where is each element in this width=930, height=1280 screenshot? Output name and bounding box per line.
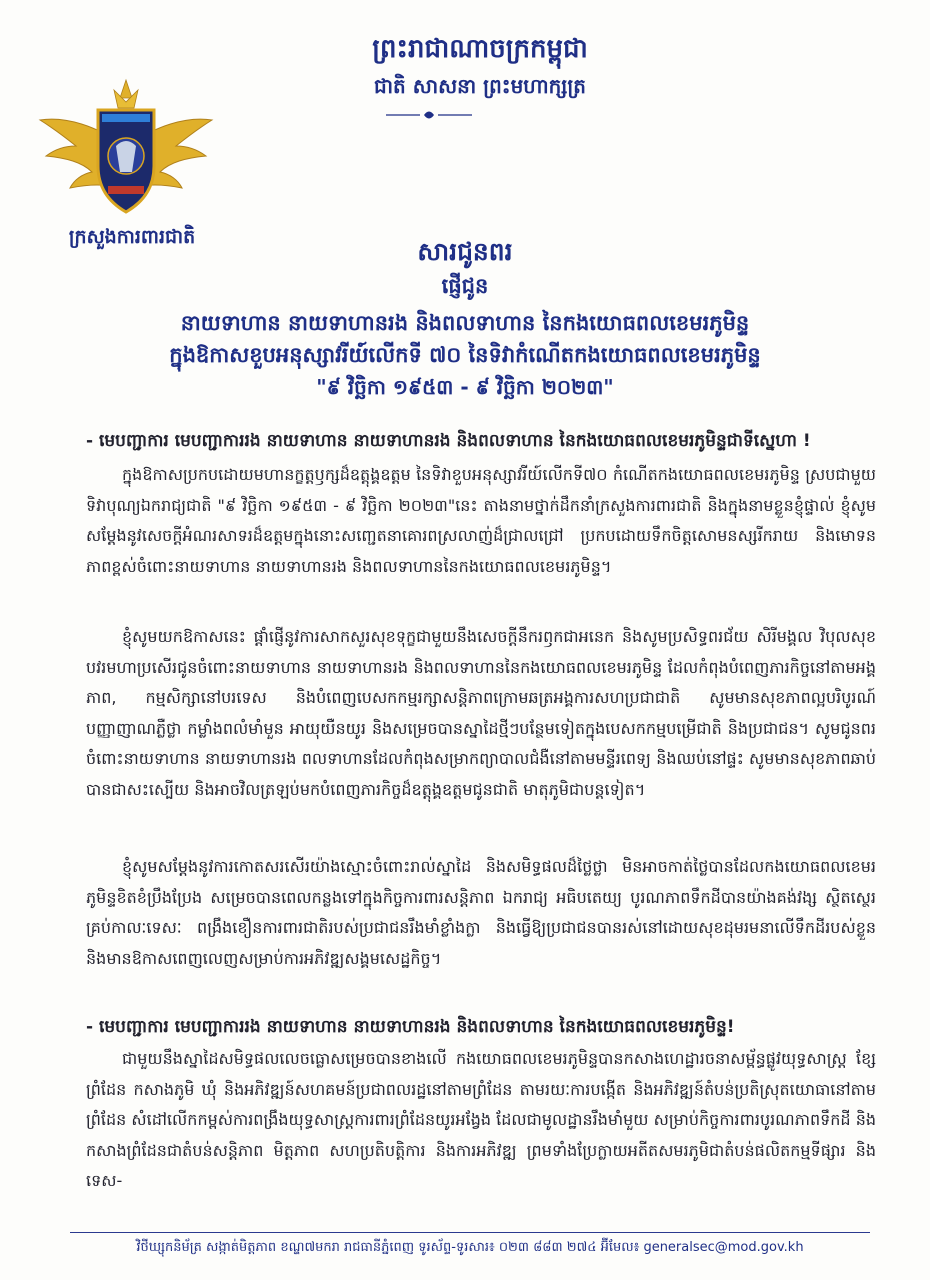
document-subtitle: ផ្ញើជូន xyxy=(441,274,489,298)
ornament-divider-icon xyxy=(384,108,474,122)
date-range-line: "៩ វិច្ឆិកា ១៩៥៣ - ៩ វិច្ឆិកា ២០២៣" xyxy=(316,375,614,399)
footer-divider xyxy=(70,1232,870,1233)
paragraph-4: ជាមួយនឹងស្នាដៃសមិទ្ធផលលេចធ្លោសម្រេចបានខាងលើ កងយោធពលខេមរភូមិន្ទបានកសាងហេដ្ឋារចនាសម្ព័ន្ធផ្លូវយុទ្ធសាស្ត្រ ខ្សែព្រំដែន កសាងភូមិ ឃុំ និងអភិវឌ្ឍន៍សហគមន៍ប្រជាពលរដ្ឋនៅតាមព្រំដែន តាមរយៈការបង្កើត និងអភិវឌ្ឍន៍តំបន់ប្រតិស្រុតយោធានៅតាមព្រំដែន សំដៅលើកកម្ពស់ការពង្រឹងយុទ្ធសាស្ត្រការពារព្រំដែនយូរអង្វែង ដែលជាមូលដ្ឋានរឹងមាំមួយ សម្រាប់កិច្ចការពារបូរណភាពទឹកដី និងកសាងព្រំដែនជាតំបន់សន្តិភាព មិត្តភាព សហប្រតិបត្តិការ និងការអភិវឌ្ឍ ព្រមទាំងប្រែក្លាយអតីតសមរភូមិជាតំបន់ផលិតកម្មទីផ្សារ និងទេស- xyxy=(86,1049,876,1190)
paragraph-1: ក្នុងឱកាសប្រកបដោយមហានក្ខត្តឫក្សដ៏ឧត្តុង្គឧត្តម នៃទិវាខួបអនុស្សាវរីយ៍លើកទី៧០ កំណើតកងយោធពលខេមរភូមិន្ទ ស្របជាមួយទិវាបុណ្យឯករាជ្យជាតិ "៩ វិច្ឆិកា ១៩៥៣ - ៩ វិច្ឆិកា ២០២៣"នេះ តាងនាមថ្នាក់ដឹកនាំក្រសួងការពារជាតិ និងក្នុងនាមខ្លួនខ្ញុំផ្ទាល់ ខ្ញុំសូមសម្តែងនូវសេចក្តីអំណរសាទរដ៏ឧត្តមក្នុងនោះសញ្ជេតនាគោរពស្រលាញ់ដ៏ជ្រាលជ្រៅ ប្រកបដោយទឹកចិត្តសោមនស្សរីករាយ និងមោទនភាពខ្ពស់ចំពោះនាយទាហាន នាយទាហានរង និងពលទាហាននៃកងយោធពលខេមរភូមិន្ទ។ xyxy=(86,465,876,576)
salutation-second: - មេបញ្ជាការ មេបញ្ជាការរង នាយទាហាន នាយទាហានរង និងពលទាហាន នៃកងយោធពលខេមរភូមិន្ទ! xyxy=(86,1017,735,1037)
footer-address: វិថីឃ្សុកនិម័ត្រ សង្កាត់មិត្តភាព ខណ្ឌ៧មករា រាជធានីភ្នំពេញ ទូរស័ព្ទ-ទូរសារ៖ ០២៣ ៨៨៣ ២៧៤ អ៊ីមែល៖ generalsec@mod.gov.kh xyxy=(136,1240,804,1255)
occasion-line: ក្នុងឱកាសខួបអនុស្សាវរីយ៍លើកទី ៧០ នៃទិវាកំណើតកងយោធពលខេមរភូមិន្ទ xyxy=(169,343,761,367)
ministry-name: ក្រសួងការពារជាតិ xyxy=(68,226,196,248)
document-title: សារជូនពរ xyxy=(417,237,513,266)
paragraph-3: ខ្ញុំសូមសម្តែងនូវការកោតសរសើរយ៉ាងស្មោះចំពោះរាល់ស្នាដៃ និងសមិទ្ធផលដ៏ថ្លៃថ្លា មិនអាចកាត់ថ្លៃបានដែលកងយោធពលខេមរភូមិន្ទខិតខំប្រឹងប្រែង សម្រេចបានពេលកន្លងទៅក្នុងកិច្ចការពារសន្តិភាព ឯករាជ្យ អធិបតេយ្យ បូរណភាពទឹកដីបានយ៉ាងគង់វង្ស ស្ថិតស្ថេរគ្រប់កាលៈទេសៈ ពង្រឹងខឿនការពារជាតិរបស់ប្រជាជនរឹងមាំខ្លាំងក្លា និងធ្វើឱ្យប្រជាជនបានរស់នៅដោយសុខដុមរមនាលើទឹកដីរបស់ខ្លួន និងមានឱកាសពេញលេញសម្រាប់ការអភិវឌ្ឍសង្គមសេដ្ឋកិច្ច។ xyxy=(86,857,876,968)
ministry-of-defence-emblem-icon xyxy=(36,76,216,226)
kingdom-heading: ព្រះរាជាណាចក្រកម្ពុជា xyxy=(372,34,588,64)
recipients-line: នាយទាហាន នាយទាហានរង និងពលទាហាន នៃកងយោធពលខេមរភូមិន្ទ xyxy=(180,311,750,335)
paragraph-2: ខ្ញុំសូមយកឱកាសនេះ ផ្តាំផ្ញើនូវការសាកសួរសុខទុក្ខជាមួយនឹងសេចក្តីនឹករឭកជាអនេក និងសូមប្រសិទ្ធពរជ័យ សិរីមង្គល វិបុលសុខ បវរមហាប្រសើរជូនចំពោះនាយទាហាន នាយទាហានរង និងពលទាហាននៃកងយោធពលខេមរភូមិន្ទ ដែលកំពុងបំពេញភារកិច្ចនៅតាមអង្គភាព, កម្មសិក្សានៅបរទេស និងបំពេញបេសកកម្មរក្សាសន្តិភាពក្រោមឆត្រអង្គការសហប្រជាជាតិ សូមមានសុខភាពល្អបរិបូរណ៍ បញ្ញាញាណភ្លឺថ្លា កម្លាំងពលំមាំមួន អាយុយឺនយូរ និងសម្រេចបានស្នាដៃថ្មីៗបន្ថែមទៀតក្នុងបេសកកម្មបម្រើជាតិ និងប្រជាជន។ សូមជូនពរចំពោះនាយទាហាន នាយទាហានរង ពលទាហានដែលកំពុងសម្រាកព្យាបាលជំងឺនៅតាមមន្ទីរពេទ្យ និងឈប់នៅផ្ទះ សូមមានសុខភាពឆាប់បានជាសះស្បើយ និងអាចវិលត្រឡប់មកបំពេញភារកិច្ចដ៏ឧត្តុង្គឧត្តមជូនជាតិ មាតុភូមិជាបន្តទៀត។ xyxy=(86,627,876,799)
national-motto: ជាតិ សាសនា ព្រះមហាក្សត្រ xyxy=(374,74,586,98)
salutation-first: - មេបញ្ជាការ មេបញ្ជាការរង នាយទាហាន នាយទាហានរង និងពលទាហាន នៃកងយោធពលខេមរភូមិន្ទជាទីស្នេហា ! xyxy=(86,431,811,451)
